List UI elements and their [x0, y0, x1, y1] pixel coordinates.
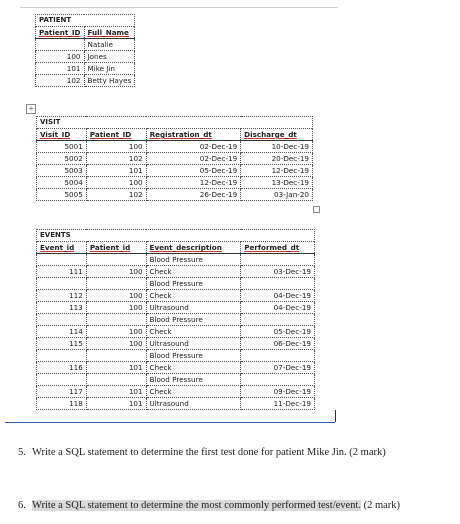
table-row: [37, 254, 315, 266]
events-cell: [241, 278, 315, 290]
events-cell: 05-Dec-19: [241, 326, 315, 338]
patient-id-cell: 101: [36, 63, 85, 75]
patient-name-cell: Natalie: [84, 39, 135, 51]
events-cell: 06-Dec-19: [241, 338, 315, 350]
events-cell: 100: [86, 338, 146, 350]
table-move-handle-icon[interactable]: +: [26, 104, 36, 114]
patient-name-cell: Betty Hayes: [84, 75, 135, 87]
question-6: [18, 500, 400, 511]
events-cell: Blood Pressure: [146, 278, 241, 290]
question-number: 6.: [18, 500, 26, 511]
table-row: [37, 338, 315, 350]
events-cell: 101: [86, 386, 146, 398]
events-cell: 11-Dec-19: [241, 398, 315, 410]
patient-id-cell: [36, 39, 85, 51]
question-text: Write a SQL statement to determine the first test done for patient Mike Jin. (2 mark): [32, 447, 386, 458]
table-row: [37, 314, 315, 326]
visit-cell: 20-Dec-19: [241, 153, 313, 165]
table-row: [37, 350, 315, 362]
table-row: [37, 374, 315, 386]
events-cell: Ultrasound: [146, 398, 241, 410]
patient-header-name: Full_Name: [84, 27, 135, 39]
visit-cell: 26-Dec-19: [146, 189, 241, 201]
events-cell: [37, 278, 87, 290]
events-cell: [241, 314, 315, 326]
events-cell: 100: [86, 302, 146, 314]
events-cell: [86, 374, 146, 386]
events-cell: [37, 254, 87, 266]
events-cell: [86, 350, 146, 362]
events-cell: Check: [146, 266, 241, 278]
visit-cell: 05-Dec-19: [146, 165, 241, 177]
visit-table: [36, 116, 313, 201]
patient-table: [35, 14, 135, 87]
table-row: [37, 177, 313, 189]
events-cell: [241, 350, 315, 362]
page-top-rule: [20, 7, 338, 8]
events-cell: 100: [86, 290, 146, 302]
visit-cell: 100: [86, 141, 146, 153]
table-resize-handle-icon[interactable]: [313, 206, 320, 213]
visit-cell: 02-Dec-19: [146, 153, 241, 165]
events-cell: 09-Dec-19: [241, 386, 315, 398]
text-cursor: [335, 410, 336, 422]
patient-header-id: Patient_ID: [36, 27, 85, 39]
visit-header-discharge: Discharge_dt: [241, 129, 313, 141]
visit-cell: 02-Dec-19: [146, 141, 241, 153]
visit-header-patient-id: Patient_ID: [86, 129, 146, 141]
events-caption: EVENTS: [37, 230, 315, 242]
events-cell: 101: [86, 398, 146, 410]
events-cell: Blood Pressure: [146, 314, 241, 326]
table-row: [37, 153, 313, 165]
question-5: [18, 447, 386, 458]
events-cell: Check: [146, 326, 241, 338]
patient-caption: PATIENT: [36, 15, 135, 27]
visit-cell: 102: [86, 189, 146, 201]
visit-cell: 102: [86, 153, 146, 165]
question-number: 5.: [18, 447, 26, 458]
patient-id-cell: 100: [36, 51, 85, 63]
events-cell: 116: [37, 362, 87, 374]
visit-cell: 5003: [37, 165, 87, 177]
events-cell: 101: [86, 362, 146, 374]
visit-cell: 13-Dec-19: [241, 177, 313, 189]
table-row: [37, 362, 315, 374]
table-row: [37, 278, 315, 290]
events-cell: [37, 374, 87, 386]
visit-header-visit-id: Visit_ID: [37, 129, 87, 141]
visit-cell: 10-Dec-19: [241, 141, 313, 153]
events-cell: 117: [37, 386, 87, 398]
events-cell: Blood Pressure: [146, 254, 241, 266]
events-cell: Blood Pressure: [146, 374, 241, 386]
visit-cell: 100: [86, 177, 146, 189]
events-cell: 03-Dec-19: [241, 266, 315, 278]
visit-cell: 5004: [37, 177, 87, 189]
events-header-event-id: Event_id: [37, 242, 87, 254]
events-cell: [86, 314, 146, 326]
events-cell: [37, 350, 87, 362]
question-mark-suffix: (2 mark): [360, 500, 401, 511]
table-row: [37, 302, 315, 314]
visit-caption: VISIT: [37, 117, 313, 129]
events-cell: [86, 254, 146, 266]
visit-cell: 12-Dec-19: [241, 165, 313, 177]
visit-header-registration: Registration_dt: [146, 129, 241, 141]
visit-cell: 5002: [37, 153, 87, 165]
table-row: [37, 141, 313, 153]
events-cell: 07-Dec-19: [241, 362, 315, 374]
question-text-highlighted[interactable]: Write a SQL statement to determine the most commonly performed test/event.: [32, 500, 361, 511]
table-row: [37, 266, 315, 278]
events-cell: 100: [86, 266, 146, 278]
events-cell: Check: [146, 290, 241, 302]
events-cell: Check: [146, 386, 241, 398]
visit-cell: 5001: [37, 141, 87, 153]
table-row: [36, 63, 135, 75]
events-cell: [37, 314, 87, 326]
events-cell: 114: [37, 326, 87, 338]
events-header-patient-id: Patient_id: [86, 242, 146, 254]
events-cell: 113: [37, 302, 87, 314]
table-row: [37, 189, 313, 201]
section-divider: [5, 422, 335, 423]
events-cell: Blood Pressure: [146, 350, 241, 362]
table-row: [37, 386, 315, 398]
events-cell: Check: [146, 362, 241, 374]
patient-name-cell: Jones: [84, 51, 135, 63]
events-cell: 112: [37, 290, 87, 302]
table-row: [37, 165, 313, 177]
table-row: [36, 75, 135, 87]
events-cell: 115: [37, 338, 87, 350]
events-cell: 04-Dec-19: [241, 302, 315, 314]
table-row: [37, 398, 315, 410]
events-header-performed: Performed_dt: [241, 242, 315, 254]
events-cell: [241, 374, 315, 386]
events-table: [36, 229, 315, 410]
events-cell: [86, 278, 146, 290]
table-row: [36, 39, 135, 51]
events-cell: 111: [37, 266, 87, 278]
patient-id-cell: 102: [36, 75, 85, 87]
table-row: [37, 326, 315, 338]
events-cell: Ultrasound: [146, 302, 241, 314]
events-cell: 118: [37, 398, 87, 410]
events-cell: 04-Dec-19: [241, 290, 315, 302]
visit-cell: 12-Dec-19: [146, 177, 241, 189]
visit-cell: 03-Jan-20: [241, 189, 313, 201]
table-row: [36, 51, 135, 63]
events-cell: 100: [86, 326, 146, 338]
visit-cell: 5005: [37, 189, 87, 201]
events-header-description: Event_description: [146, 242, 241, 254]
table-row: [37, 290, 315, 302]
events-cell: [241, 254, 315, 266]
visit-cell: 101: [86, 165, 146, 177]
events-cell: Ultrasound: [146, 338, 241, 350]
patient-name-cell: Mike Jin: [84, 63, 135, 75]
